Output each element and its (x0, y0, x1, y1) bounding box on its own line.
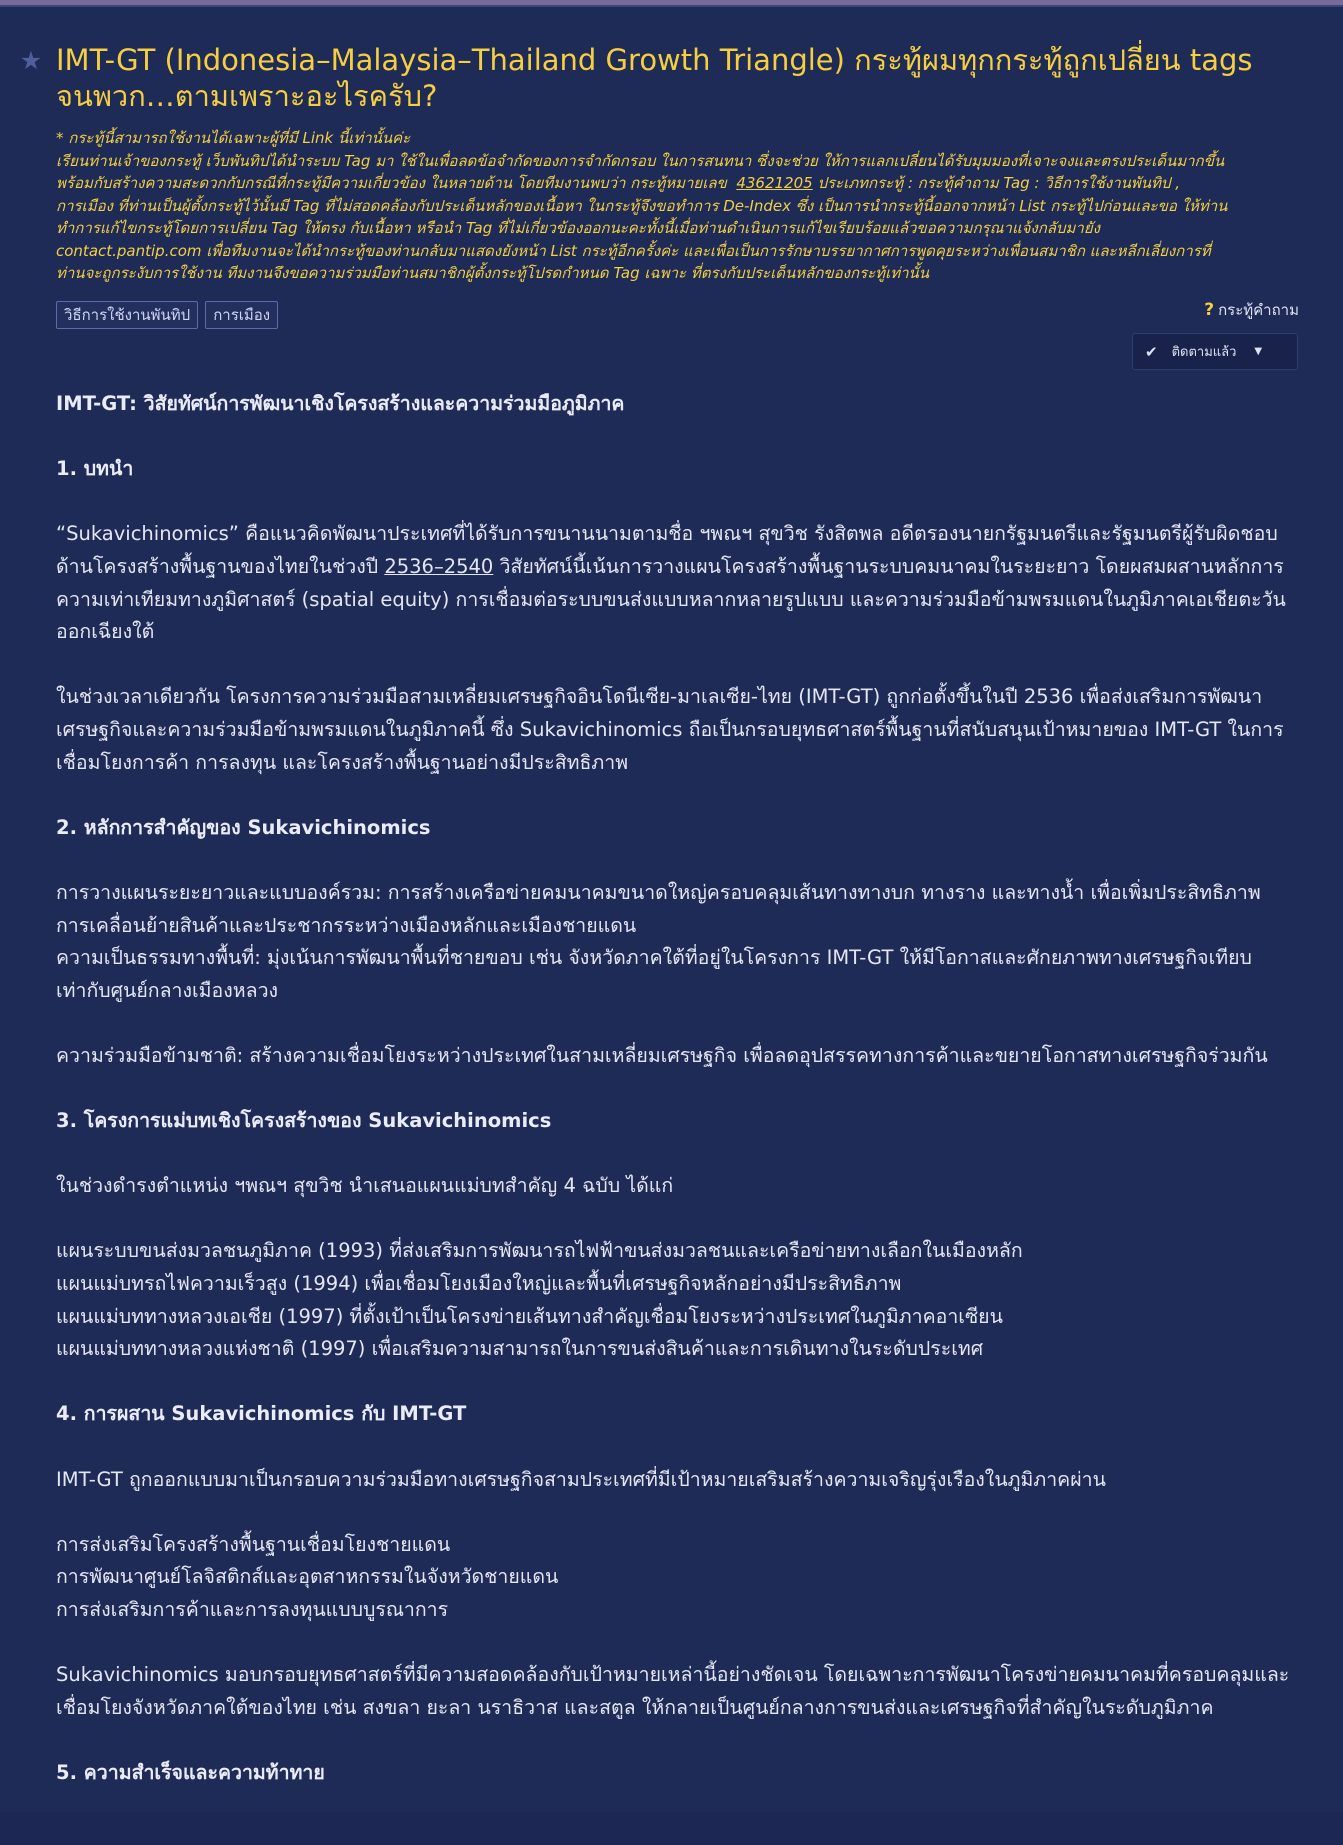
paragraph: IMT-GT ถูกออกแบบมาเป็นกรอบความร่วมมือทางเศรษฐกิจสามประเทศที่มีเป้าหมายเสริมสร้างความเจริญรุ่งเรืองในภูมิภาคผ่าน (56, 1467, 1106, 1491)
tag-list (56, 301, 278, 329)
years-link[interactable]: 2536–2540 (384, 554, 494, 578)
notice-line: เรียนท่านเจ้าของกระทู้ เว็บพันทิปได้นำระบบ Tag มา ใช้ในเพื่อลดข้อจำกัดของการจำกัดกรอบ ในการสนทนา ซึ่งจะช่วย ให้การแลกเปลี่ยนได้รับมุมมองที่เจาะจงและตรงประเด็นมากขึ้น (56, 151, 1225, 170)
section-heading: 2. หลักการสำคัญของ Sukavichinomics (56, 815, 431, 839)
list-item: แผนแม่บททางหลวงแห่งชาติ (1997) เพื่อเสริมความสามารถในการขนส่งสินค้าและการเดินทางในระดับประเทศ (56, 1337, 984, 1361)
notice-line: * กระทู้นี้สามารถใช้งานได้เฉพาะผู้ที่มี Link นี้เท่านั้นค่ะ (56, 129, 411, 147)
text-line: เศรษฐกิจและความร่วมมือข้ามพรมแดนในภูมิภาคนี้ ซึ่ง Sukavichinomics ถือเป็นกรอบยุทธศาสตร์พื้นฐานที่สนับสนุนเป้าหมายของ IMT-GT ในการ (56, 717, 1284, 741)
paragraph: ความร่วมมือข้ามชาติ: สร้างความเชื่อมโยงระหว่างประเทศในสามเหลี่ยมเศรษฐกิจ เพื่อลดอุปสรรคทางการค้าและขยายโอกาสทางเศรษฐกิจร่วมกัน (56, 1043, 1268, 1067)
text-line: ในช่วงเวลาเดียวกัน โครงการความร่วมมือสามเหลี่ยมเศรษฐกิจอินโดนีเซีย-มาเลเซีย-ไทย (IMT-GT) ถูกก่อตั้งขึ้นในปี 2536 เพื่อส่งเสริมการพัฒนา (56, 685, 1263, 709)
notice-line: การเมือง ที่ท่านเป็นผู้ตั้งกระทู้ไว้นั้นมี Tag ที่ไม่สอดคล้องกับประเด็นหลักของเนื้อหา ในกระทู้จึงขอทำการ De-Index ซึ่ง เป็นการนำกระทู้นี้ออกจากหน้า List กระทู้ไปก่อนและขอ ให้ท่าน (56, 196, 1228, 215)
section-heading: 1. บทนำ (56, 457, 134, 481)
tag-politics[interactable]: การเมือง (205, 301, 278, 329)
top-divider (0, 5, 1343, 7)
bottom-overlay-bar (0, 1812, 1343, 1845)
text-line: เชื่อมโยงจังหวัดภาคใต้ของไทย เช่น สงขลา ยะลา นราธิวาส และสตูล ให้กลายเป็นศูนย์กลางการขนส่งและเศรษฐกิจที่สำคัญในระดับภูมิภาค (56, 1695, 1214, 1719)
topic-body (56, 388, 1304, 1790)
text-line: ความเป็นธรรมทางพื้นที่: มุ่งเน้นการพัฒนาพื้นที่ชายขอบ เช่น จังหวัดภาคใต้ที่อยู่ในโครงการ IMT-GT ให้มีโอกาสและศักยภาพทางเศรษฐกิจเทียบ (56, 946, 1252, 970)
topic-type (1204, 299, 1299, 321)
text-line: ความเท่าเทียมทางภูมิศาสตร์ (spatial equity) การเชื่อมต่อระบบขนส่งแบบหลากหลายรูปแบบ และความร่วมมือข้ามพรมแดนในภูมิภาคเอเชียตะวัน (56, 587, 1286, 611)
notice-text: พร้อมกับสร้างความสะดวกกับกรณีที่กระทู้มีความเกี่ยวข้อง ในหลายด้าน โดยทีมงานพบว่า กระทู้หมายเลข (56, 174, 727, 192)
topic-title: IMT-GT (Indonesia–Malaysia–Thailand Growth Triangle) กระทู้ผมทุกกระทู้ถูกเปลี่ยน tags จนพวก…ตามเพราะอะไรครับ? (56, 43, 1253, 113)
paragraph (56, 518, 1304, 648)
text-line: เชื่อมโยงการค้า การลงทุน และโครงสร้างพื้นฐานอย่างมีประสิทธิภาพ (56, 750, 629, 774)
body-heading: IMT-GT: วิสัยทัศน์การพัฒนาเชิงโครงสร้างและความร่วมมือภูมิภาค (56, 392, 625, 415)
list-item: การส่งเสริมโครงสร้างพื้นฐานเชื่อมโยงชายแดน (56, 1532, 451, 1556)
section-heading: 4. การผสาน Sukavichinomics กับ IMT-GT (56, 1402, 467, 1426)
deindex-notice (56, 127, 1296, 285)
list-item: แผนระบบขนส่งมวลชนภูมิภาค (1993) ที่ส่งเสริมการพัฒนารถไฟฟ้าขนส่งมวลชนและเครือข่ายทางเลือกในเมืองหลัก (56, 1239, 1023, 1263)
text-span: ด้านโครงสร้างพื้นฐานของไทยในช่วงปี (56, 554, 385, 578)
notice-line: contact.pantip.com เพื่อทีมงานจะได้นำกระทู้ของท่านกลับมาแสดงยังหน้า List กระทู้อีกครั้งค่ะ และเพื่อเป็นการรักษาบรรยากาศการพูดคุยระหว่างเพื่อนสมาชิก และหลีกเลี่ยงการที่ (56, 241, 1211, 260)
section-heading: 3. โครงการแม่บทเชิงโครงสร้างของ Sukavichinomics (56, 1109, 552, 1133)
notice-line: ท่านจะถูกระงับการใช้งาน ทีมงานจึงขอความร่วมมือท่านสมาชิกผู้ตั้งกระทู้โปรดกำหนด Tag เฉพาะ ที่ตรงกับประเด็นหลักของกระทู้เท่านั้น (56, 264, 930, 282)
list-item: แผนแม่บททางหลวงเอเชีย (1997) ที่ตั้งเป้าเป็นโครงข่ายเส้นทางสำคัญเชื่อมโยงระหว่างประเทศในภูมิภาคอาเซียน (56, 1304, 1003, 1328)
list-item: การส่งเสริมการค้าและการลงทุนแบบบูรณาการ (56, 1597, 449, 1621)
star-icon[interactable]: ★ (19, 46, 43, 75)
section-heading: 5. ความสำเร็จและความท้าทาย (56, 1760, 325, 1784)
paragraph (56, 1659, 1304, 1724)
list-item: การพัฒนาศูนย์โลจิสติกส์และอุตสาหกรรมในจังหวัดชายแดน (56, 1565, 559, 1589)
text-line: การวางแผนระยะยาวและแบบองค์รวม: การสร้างเครือข่ายคมนาคมขนาดใหญ่ครอบคลุมเส้นทางทางบก ทางราง และทางน้ำ เพื่อเพิ่มประสิทธิภาพ (56, 880, 1261, 904)
text-line: “Sukavichinomics” คือแนวคิดพัฒนาประเทศที่ได้รับการขนานนามตามชื่อ ฯพณฯ สุขวิช รังสิตพล อดีตรองนายกรัฐมนตรีและรัฐมนตรีผู้รับผิดชอบ (56, 522, 1278, 546)
paragraph (56, 681, 1304, 779)
text-line: การเคลื่อนย้ายสินค้าและประชากรระหว่างเมืองหลักและเมืองชายแดน (56, 913, 637, 937)
question-icon: ? (1204, 300, 1215, 320)
check-icon: ✔ (1145, 342, 1158, 361)
tag-pantip-usage[interactable]: วิธีการใช้งานพันทิป (56, 301, 198, 329)
text-line: ออกเฉียงใต้ (56, 620, 155, 644)
topic-id-link[interactable]: 43621205 (736, 174, 813, 192)
paragraph: ในช่วงดำรงตำแหน่ง ฯพณฯ สุขวิช นำเสนอแผนแม่บทสำคัญ 4 ฉบับ ได้แก่ (56, 1174, 674, 1198)
follow-label: ติดตามแล้ว (1171, 345, 1237, 360)
text-line (56, 551, 1304, 584)
topic-type-label: กระทู้คำถาม (1218, 301, 1299, 319)
notice-line: ทำการแก้ไขกระทู้โดยการเปลี่ยน Tag ให้ตรง กับเนื้อหา หรือนำ Tag ที่ไม่เกี่ยวข้องออกนะคะทั้งนี้เมื่อท่านดำเนินการแก้ไขเรียบร้อยแล้วขอความกรุณาแจ้งกลับมายัง (56, 219, 1100, 237)
paragraph (56, 1235, 1304, 1365)
text-line: Sukavichinomics มอบกรอบยุทธศาสตร์ที่มีความสอดคล้องกับเป้าหมายเหล่านี้อย่างชัดเจน โดยเฉพาะการพัฒนาโครงข่ายคมนาคมที่ครอบคลุมและ (56, 1663, 1290, 1687)
paragraph (56, 877, 1304, 1007)
notice-text: ประเภทกระทู้ : กระทู้คำถาม Tag : วิธีการใช้งานพันทิป , (812, 174, 1180, 192)
list-item: แผนแม่บทรถไฟความเร็วสูง (1994) เพื่อเชื่อมโยงเมืองใหญ่และพื้นที่เศรษฐกิจหลักอย่างมีประสิทธิภาพ (56, 1272, 902, 1296)
chevron-down-icon: ▼ (1254, 346, 1263, 357)
follow-button[interactable] (1132, 333, 1298, 370)
text-line: เท่ากับศูนย์กลางเมืองหลวง (56, 978, 279, 1002)
notice-line (56, 172, 1296, 195)
paragraph (56, 1529, 1304, 1627)
text-span: วิสัยทัศน์นี้เน้นการวางแผนโครงสร้างพื้นฐานระบบคมนาคมในระยะยาว โดยผสมผสานหลักการ (493, 554, 1284, 578)
